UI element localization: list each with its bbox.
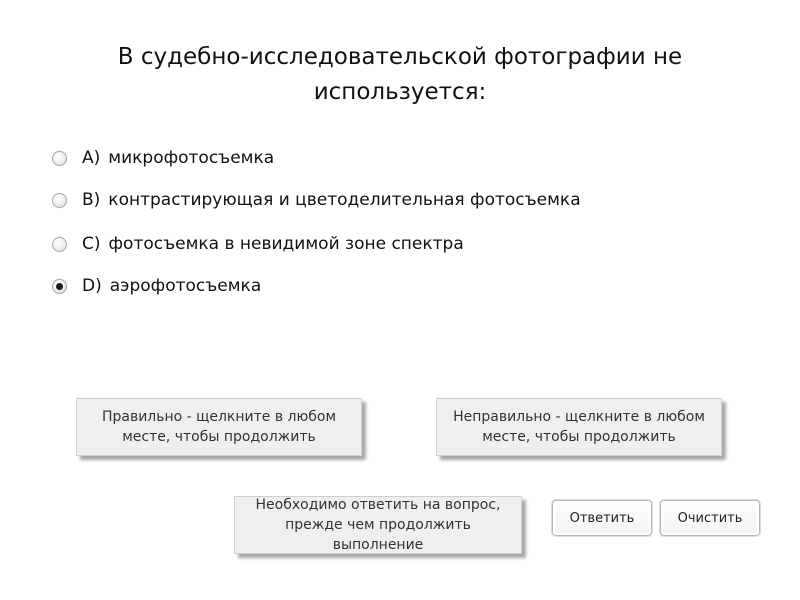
correct-feedback-box[interactable]: Правильно - щелкните в любом месте, чтобы продолжить — [76, 398, 362, 456]
radio-icon[interactable] — [52, 193, 67, 208]
option-c[interactable] — [52, 230, 464, 258]
option-letter: B) — [82, 190, 101, 210]
option-a[interactable] — [52, 144, 274, 172]
radio-icon[interactable] — [52, 151, 67, 166]
option-label: микрофотосъемка — [108, 148, 275, 168]
option-label: аэрофотосъемка — [109, 276, 262, 296]
option-label: контрастирующая и цветоделительная фотосъемка — [108, 190, 581, 210]
option-d[interactable] — [52, 272, 261, 300]
submit-button[interactable]: Ответить — [552, 500, 652, 536]
option-letter: A) — [82, 148, 101, 168]
option-letter: D) — [82, 276, 102, 296]
answer-required-box: Необходимо ответить на вопрос, прежде чем продолжить выполнение — [234, 496, 522, 554]
clear-button[interactable]: Очистить — [660, 500, 760, 536]
option-b[interactable] — [52, 186, 581, 214]
incorrect-feedback-box[interactable]: Неправильно - щелкните в любом месте, чтобы продолжить — [436, 398, 722, 456]
question-text: В судебно-исследовательской фотографии не используется: — [117, 44, 683, 105]
radio-icon[interactable] — [52, 237, 67, 252]
option-label: фотосъемка в невидимой зоне спектра — [108, 234, 464, 254]
radio-selected-icon[interactable] — [52, 279, 67, 294]
option-letter: C) — [82, 234, 101, 254]
